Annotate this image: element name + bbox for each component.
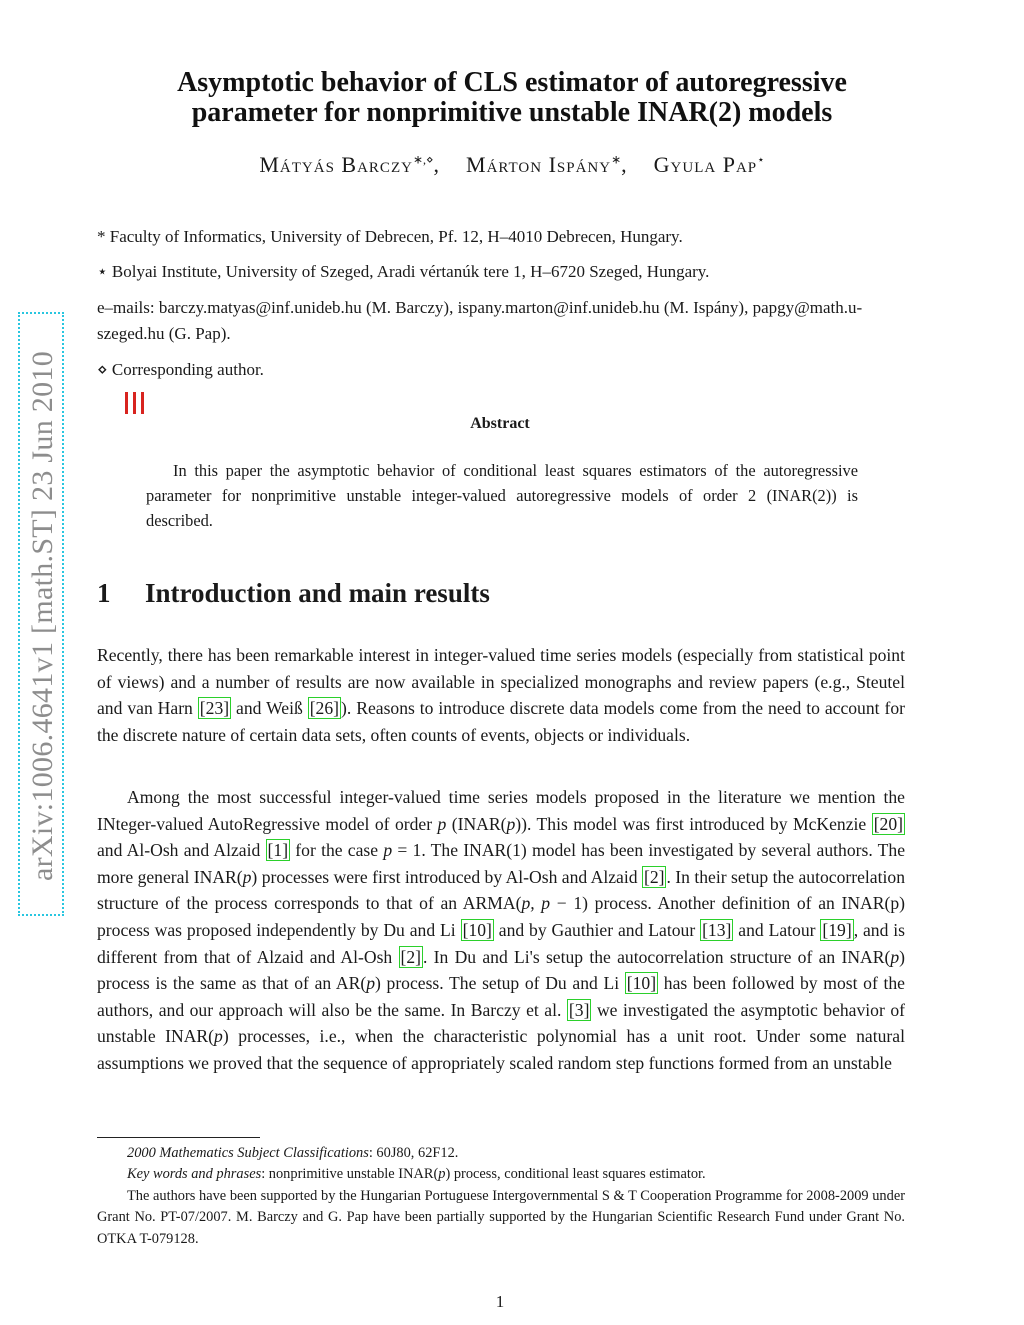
citation-link[interactable]: [3] (568, 999, 590, 1020)
citation-link[interactable]: [19] (822, 919, 852, 940)
citation-link[interactable]: [2] (643, 866, 665, 887)
citation-link[interactable]: [2] (400, 946, 422, 967)
citation-link[interactable]: [23] (199, 698, 230, 719)
footnote-support: The authors have been supported by the Hungarian Portuguese Intergovernmental S & T Cooperation Programme for 2008-2009 under Grant No. PT-07/2007. M. Barczy and G. Pap have been partially supported by the Hungarian Scientific Research Fund under Grant No. OTKA T-079128. (97, 1187, 905, 1247)
citation-link[interactable]: [26] (309, 698, 340, 719)
affiliation-szeged: ⋆ Bolyai Institute, University of Szeged, Aradi vértanúk tere 1, H–6720 Szeged, Hungary. (97, 262, 710, 281)
author-list: Mátyás Barczy∗,⋄, Márton Ispány∗, Gyula Pap⋆ (259, 152, 765, 177)
citation-link[interactable]: [10] (462, 919, 492, 940)
footnote-keywords: Key words and phrases: nonprimitive unstable INAR(p) process, conditional least squares estimator. (127, 1166, 706, 1183)
author-name: Márton Ispány (466, 152, 612, 177)
red-marks-icon (123, 392, 147, 414)
author-marks: ∗,⋄ (412, 152, 434, 167)
author-name: Mátyás Barczy (259, 152, 413, 177)
paper-title (0, 68, 1024, 128)
abstract-text: In this paper the asymptotic behavior of conditional least squares estimators of the autoregressive parameter for nonprimitive unstable integer-valued autoregressive models of order 2 (INAR(2)) is described. (146, 461, 858, 530)
section-number: 1 (97, 578, 111, 608)
author-name: Gyula Pap (653, 152, 758, 177)
paragraph-2: Among the most successful integer-valued time series models proposed in the literature we mention the INteger-valued AutoRegressive model of order p (INAR(p)). This model was first introduced by McKenzie [20] and Al-Osh and Alzaid [1] for the case p = 1. The INAR(1) model has been investigated by several authors. The more general INAR(p) processes were first introduced by Al-Osh and Alzaid [2] . In their setup the autocorrelation structure of the process corresponds to that of an ARMA(p, p − 1) process. Another definition of an INAR(p) process was proposed independently by Du and Li [10] and by Gauthier and Latour [13] and Latour [19] , and is different from that of Alzaid and Al-Osh [2] . In Du and Li's setup the autocorrelation structure of an INAR(p) process is the same as that of an AR(p) process. The setup of Du and Li [10] has been followed by most of the authors, and our approach will also be the same. In Barczy et al. [3] we investigated the asymptotic behavior of unstable INAR(p) processes, i.e., when the characteristic polynomial has a unit root. Under some natural assumptions we proved that the sequence of appropriately scaled random step functions formed from an unstable (97, 787, 906, 1073)
footnote-msc: 2000 Mathematics Subject Classifications: 60J80, 62F12. (127, 1145, 459, 1161)
arxiv-stamp-box (18, 312, 64, 916)
page-number: 1 (495, 1292, 505, 1311)
email-list: e–mails: barczy.matyas@inf.unideb.hu (M. Barczy), ispany.marton@inf.unideb.hu (M. Ispány), papgy@math.u-szeged.hu (G. Pap). (97, 298, 863, 343)
section-heading (97, 578, 490, 609)
footnote-divider (97, 1137, 260, 1138)
affiliation-debrecen: * Faculty of Informatics, University of Debrecen, Pf. 12, H–4010 Debrecen, Hungary. (97, 227, 683, 246)
arxiv-stamp: arXiv:1006.4641v1 [math.ST] 23 Jun 2010 (26, 351, 59, 881)
abstract-heading: Abstract (470, 415, 530, 432)
corresponding-author: ⋄ Corresponding author. (97, 360, 264, 379)
section-title: Introduction and main results (145, 578, 490, 608)
citation-link[interactable]: [13] (702, 919, 732, 940)
paragraph-1: Recently, there has been remarkable interest in integer-valued time series models (especially from statistical point of views) and a number of results are now available in specialized monographs and review papers (e.g., Steutel and van Harn [23] and Weiß [26] ). Reasons to introduce discrete data models come from the need to account for the discrete nature of certain data sets, often counts of events, objects or individuals. (97, 645, 905, 745)
author-marks: ∗ (611, 152, 622, 167)
citation-link[interactable]: [10] (626, 973, 657, 994)
author-marks: ⋆ (757, 152, 765, 167)
footnotes (97, 1143, 905, 1250)
citation-link[interactable]: [20] (873, 813, 903, 834)
title-line-1: Asymptotic behavior of CLS estimator of autoregressive (177, 67, 847, 98)
title-line-2: parameter for nonprimitive unstable INAR(2) models (191, 97, 833, 128)
citation-link[interactable]: [1] (267, 840, 289, 861)
